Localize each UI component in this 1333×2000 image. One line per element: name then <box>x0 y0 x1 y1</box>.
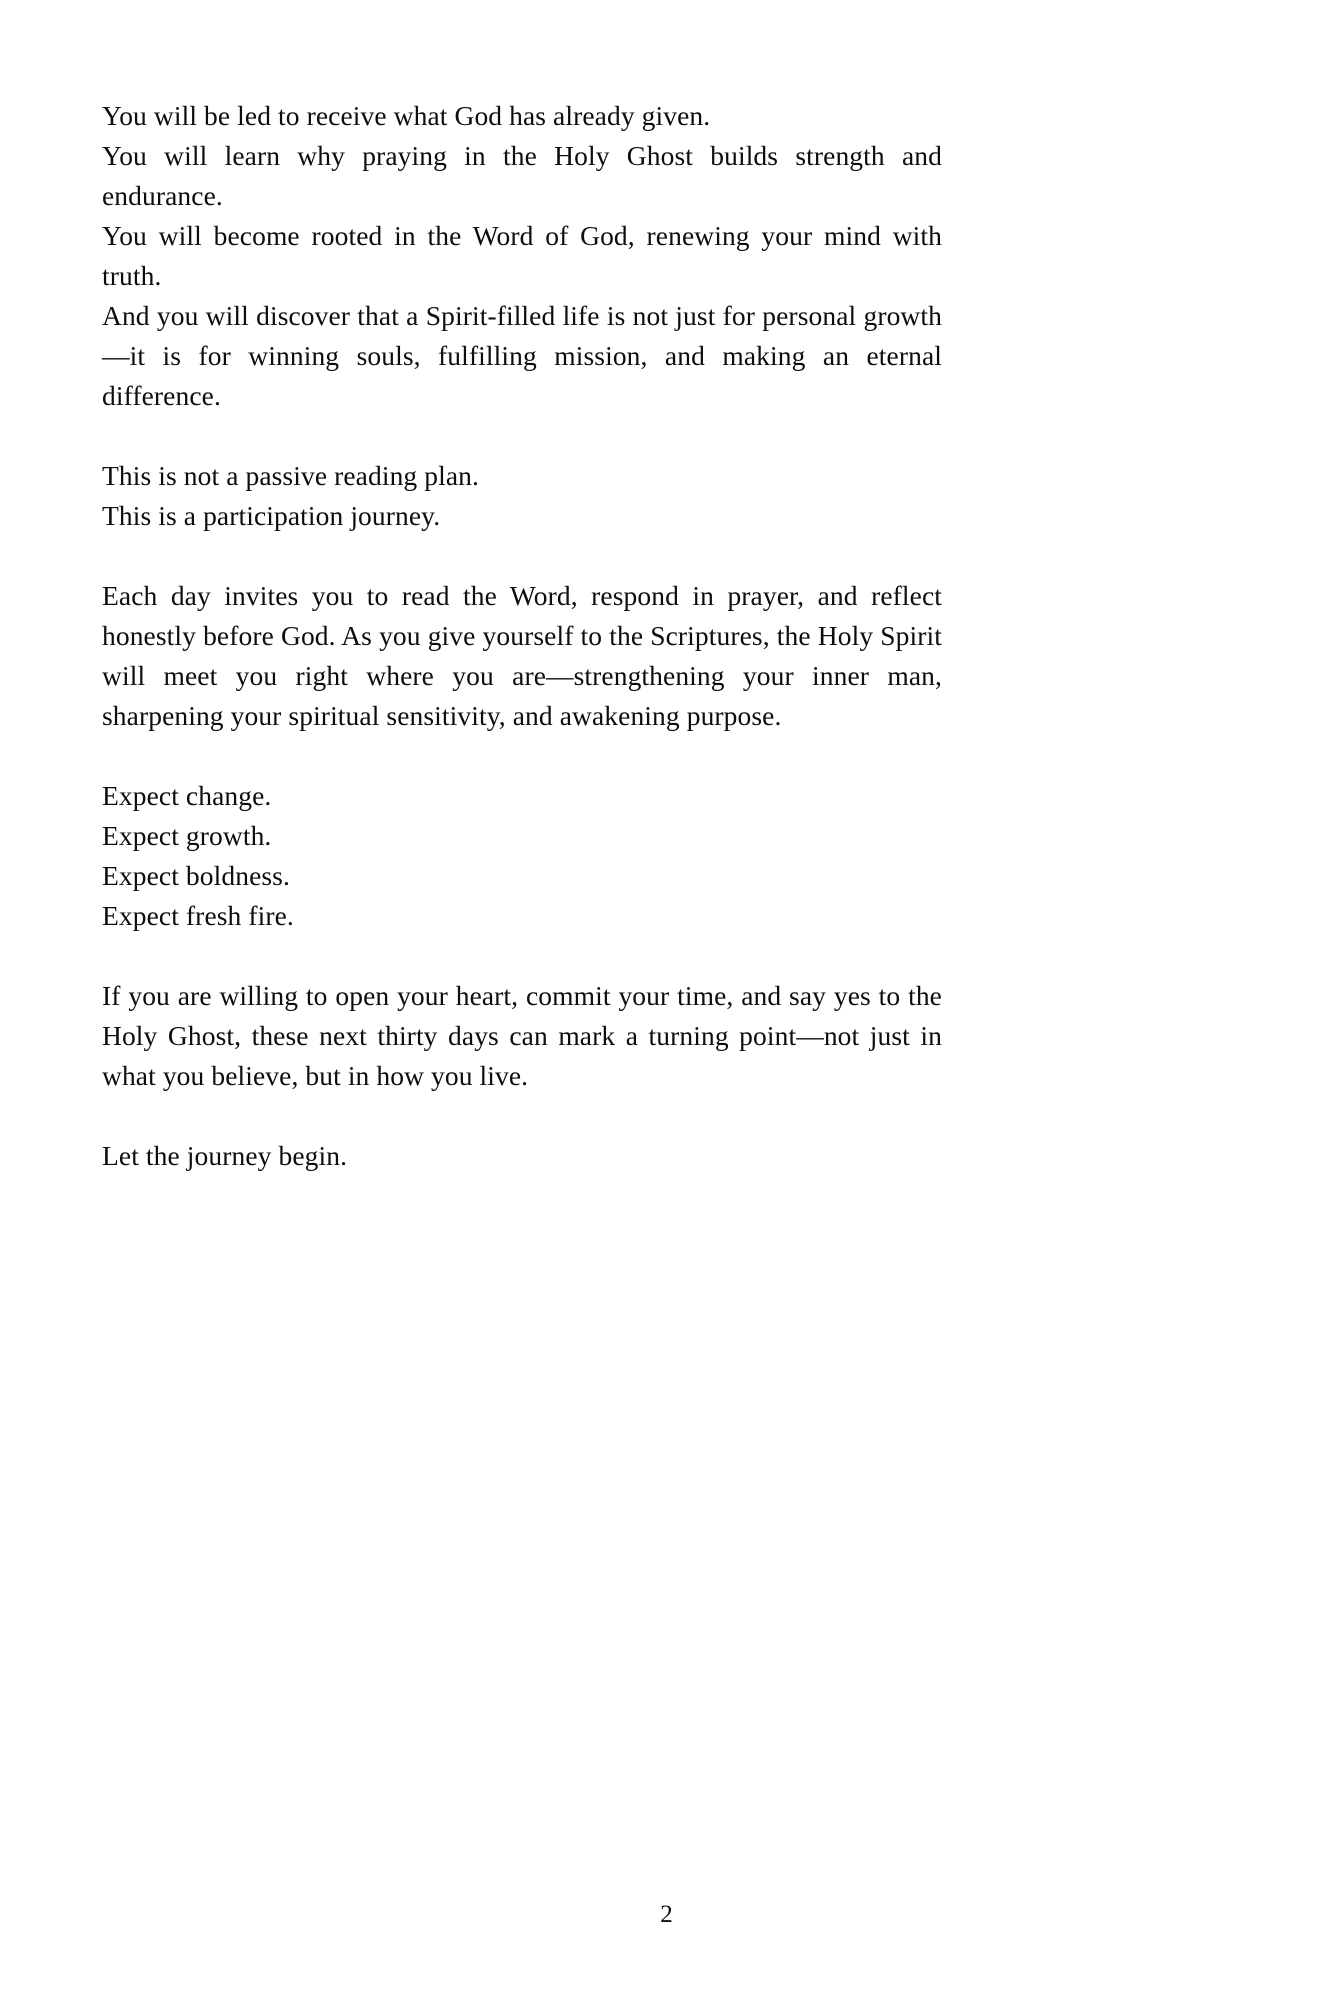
paragraph-each-day-invites: Each day invites you to read the Word, respond in prayer, and reflect honestly before God. As you give yourself to the Scriptures, the Holy Spirit will meet you right where you are—strengthening your inner man, sharpening your spiritual sensitivity, and awakening purpose. <box>102 580 942 731</box>
paragraph-praying-holy-ghost: You will learn why praying in the Holy Ghost builds strength and endurance. <box>102 140 942 211</box>
text-line: This is a participation journey. <box>102 500 441 531</box>
paragraph-rooted-in-word: You will become rooted in the Word of God, renewing your mind with truth. <box>102 220 942 291</box>
paragraph-spacer <box>102 936 942 976</box>
paragraph-spacer <box>102 416 942 456</box>
paragraph-spacer <box>102 536 942 576</box>
text-line: Expect fresh fire. <box>102 900 294 931</box>
text-line: Expect change. <box>102 780 272 811</box>
intro-promise-lines <box>102 96 942 136</box>
paragraph-spirit-filled-life: And you will discover that a Spirit-filled life is not just for personal growth—it is for winning souls, fulfilling mission, and making an eternal difference. <box>102 300 942 411</box>
page-body-text <box>102 96 942 1176</box>
lines-expect-list <box>102 776 942 936</box>
page-number: 2 <box>660 1901 673 1928</box>
text-line: This is not a passive reading plan. <box>102 460 479 491</box>
text-line: Let the journey begin. <box>102 1140 348 1171</box>
text-line: Expect boldness. <box>102 860 290 891</box>
paragraph-spacer <box>102 736 942 776</box>
text-line: Expect growth. <box>102 820 272 851</box>
lines-let-the-journey-begin <box>102 1136 942 1176</box>
paragraph-spacer <box>102 1096 942 1136</box>
text-line: You will be led to receive what God has already given. <box>102 100 711 131</box>
lines-participation-journey <box>102 456 942 536</box>
paragraph-turning-point: If you are willing to open your heart, commit your time, and say yes to the Holy Ghost, these next thirty days can mark a turning point—not just in what you believe, but in how you live. <box>102 980 942 1091</box>
